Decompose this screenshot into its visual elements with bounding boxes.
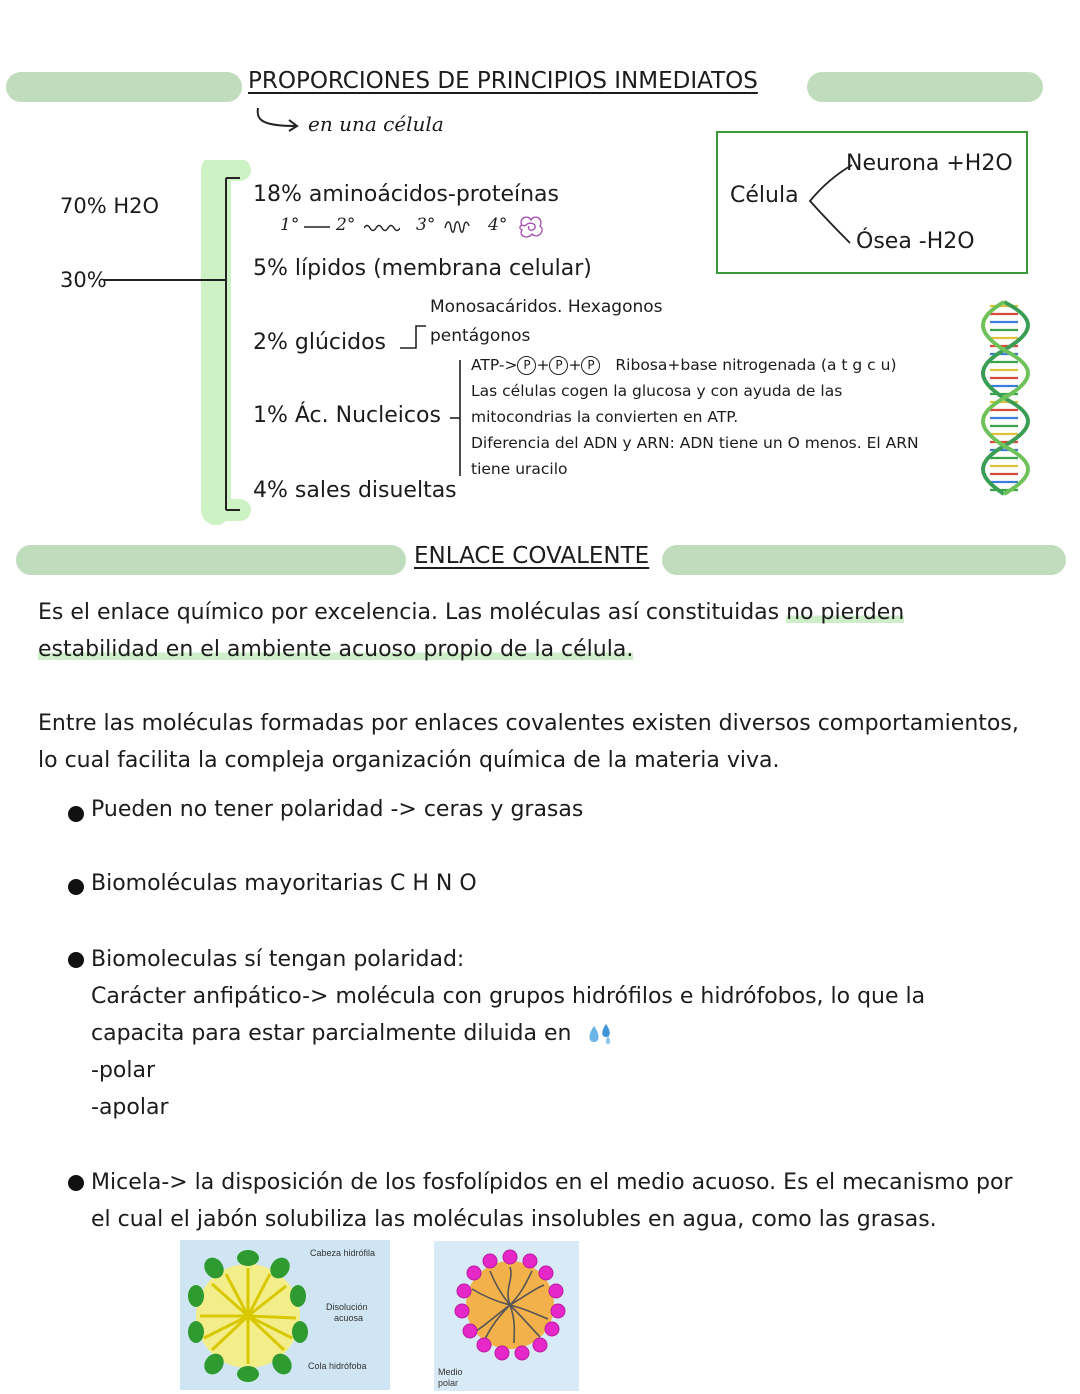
- item-nucleic-acids: 1% Ác. Nucleicos: [253, 403, 441, 428]
- level-3: 3°: [416, 215, 436, 235]
- protein-scribble-icon: [516, 214, 546, 240]
- bullet-3-apolar: -apolar: [91, 1095, 169, 1120]
- item-proteins: 18% aminoácidos-proteínas: [253, 182, 559, 207]
- item-salts: 4% sales disueltas: [253, 478, 457, 503]
- bullet-dot-2: [68, 879, 84, 895]
- cell-water-box: [716, 131, 1028, 274]
- bullet-3-line1: Biomoleculas sí tengan polaridad:: [91, 947, 465, 972]
- bullet-3-block: [91, 941, 1051, 1126]
- neuron-label: Neurona +H2O: [846, 151, 1013, 176]
- bullet-dot-3: [68, 952, 84, 968]
- micelle-diagram-2: [454, 1249, 566, 1361]
- section2-highlight-right: [662, 545, 1066, 575]
- bullet-4-line1: Micela-> la disposición de los fosfolípidos en el medio acuoso. Es el mecanismo por: [91, 1170, 1013, 1195]
- para2-line2: lo cual facilita la compleja organización química de la materia viva.: [38, 748, 780, 773]
- bullet-3-polar: -polar: [91, 1058, 156, 1083]
- atp-suffix: Ribosa+base nitrogenada (a t g c u): [615, 356, 897, 374]
- section-title-enlace-covalente: ENLACE COVALENTE: [414, 543, 650, 569]
- bullet-3-line2: Carácter anfipático-> molécula con grupos hidrófilos e hidrófobos, lo que la: [91, 984, 926, 1009]
- subtitle-en-una-celula: en una célula: [308, 112, 444, 136]
- wave-icon: [364, 222, 400, 232]
- line-icon: [304, 225, 330, 229]
- carbs-note-pentagonos: pentágonos: [430, 326, 531, 346]
- nucleic-bracket: [446, 356, 466, 480]
- bullet-3-line3: capacita para estar parcialmente diluida en: [91, 1021, 572, 1046]
- bone-label: Ósea -H2O: [856, 229, 975, 254]
- title-highlight-left: [6, 72, 242, 102]
- nucleic-note-5: tiene uracilo: [471, 460, 568, 478]
- nucleic-note-3: mitocondrias la convierten en ATP.: [471, 408, 739, 426]
- bullet-dot-1: [68, 806, 84, 822]
- rest-percent-label: 30%: [60, 268, 107, 292]
- carbs-note-monosacaridos: Monosacáridos. Hexagonos: [430, 297, 663, 317]
- level-1: 1°: [280, 215, 300, 235]
- atp-prefix: ATP->: [471, 356, 518, 374]
- atp-line: ATP-> P + P + P Ribosa+base nitrogenada (a t g c u): [471, 356, 897, 374]
- para1-highlight-a: no pierden: [786, 600, 905, 625]
- phosphate-2: P: [549, 356, 568, 375]
- label-disolucion: Disolución: [326, 1302, 368, 1312]
- paragraph-1: [38, 594, 1048, 668]
- water-percent-label: 70% H2O: [60, 194, 160, 218]
- nucleic-note-2: Las células cogen la glucosa y con ayuda de las: [471, 382, 843, 400]
- label-cabeza-hidrofila: Cabeza hidrófila: [310, 1248, 376, 1258]
- bracket-diagram: [80, 160, 260, 530]
- bullet-dot-4: [68, 1175, 84, 1191]
- para1-highlight-b: estabilidad en el ambiente acuoso propio de la célula.: [38, 637, 634, 662]
- level-4: 4°: [488, 215, 508, 235]
- section2-highlight-left: [16, 545, 406, 575]
- bullet-1-text: Pueden no tener polaridad -> ceras y grasas: [91, 797, 584, 822]
- nucleic-note-4: Diferencia del ADN y ARN: ADN tiene un O menos. El ARN: [471, 434, 919, 452]
- level-2: 2°: [336, 215, 356, 235]
- arrow-curve-icon: [252, 106, 304, 134]
- phosphate-1: P: [517, 356, 536, 375]
- label-acuosa: acuosa: [334, 1313, 364, 1323]
- protein-structure-levels: [280, 213, 560, 241]
- paragraph-2: [38, 705, 1068, 779]
- bullet-4-line2: el cual el jabón solubiliza las moléculas insolubles en agua, como las grasas.: [91, 1207, 937, 1232]
- label-cola-hidrofoba: Cola hidrófoba: [308, 1361, 367, 1371]
- carbs-bracket: [398, 322, 428, 352]
- phosphate-3: P: [581, 356, 600, 375]
- micelle-figure-2: [434, 1241, 579, 1391]
- label-medio: Medio: [438, 1367, 463, 1377]
- para2-line1: Entre las moléculas formadas por enlaces covalentes existen diversos comportamientos,: [38, 711, 1019, 736]
- title-highlight-right: [807, 72, 1043, 102]
- bullet-4-block: [91, 1164, 1061, 1238]
- item-lipids: 5% lípidos (membrana celular): [253, 256, 592, 281]
- water-drops-icon: [586, 1022, 616, 1046]
- item-carbs: 2% glúcidos: [253, 330, 387, 355]
- label-polar: polar: [438, 1378, 459, 1388]
- cell-label: Célula: [730, 183, 799, 208]
- section-title-proporciones: PROPORCIONES DE PRINCIPIOS INMEDIATOS: [248, 68, 758, 94]
- bullet-2-text: Biomoléculas mayoritarias C H N O: [91, 871, 477, 896]
- para1-part-a: Es el enlace químico por excelencia. Las moléculas así constituidas: [38, 600, 787, 625]
- micelle-diagram-1: [188, 1246, 308, 1386]
- micelle-figure-1: [180, 1240, 390, 1390]
- dna-helix-icon: [978, 300, 1030, 506]
- fold-icon: [444, 218, 470, 234]
